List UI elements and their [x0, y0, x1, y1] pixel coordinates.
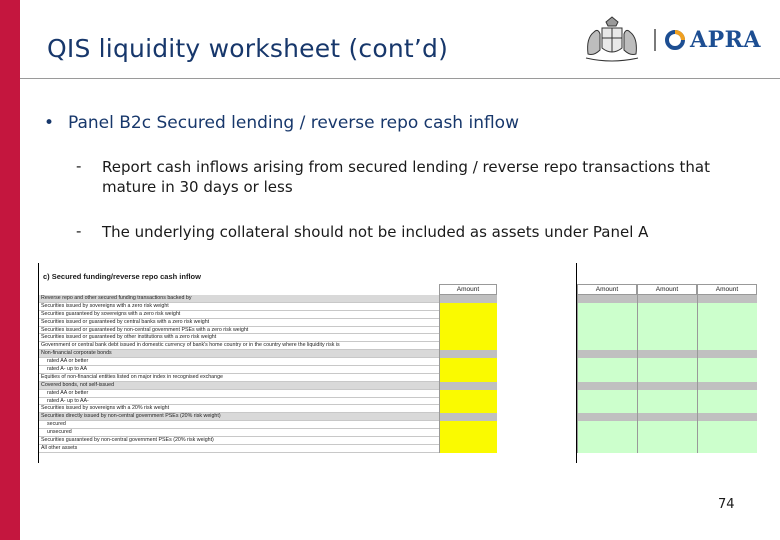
amount-cell[interactable]	[439, 437, 497, 445]
slide-title: QIS liquidity worksheet (cont’d)	[47, 34, 449, 63]
amount-cell[interactable]	[439, 358, 497, 366]
table-row	[39, 334, 497, 342]
page-number: 74	[718, 497, 735, 512]
amount-cell[interactable]	[637, 303, 697, 311]
amount-cell	[577, 382, 637, 390]
table-row	[577, 327, 757, 335]
table-row	[39, 358, 497, 366]
table-row	[39, 405, 497, 413]
table-row	[577, 295, 757, 303]
amount-cell	[577, 350, 637, 358]
table-row	[39, 374, 497, 382]
table-row	[39, 311, 497, 319]
amount-cell[interactable]	[577, 374, 637, 382]
amount-cell[interactable]	[697, 390, 757, 398]
table-row	[39, 421, 497, 429]
table-row	[39, 382, 497, 390]
amount-cell[interactable]	[697, 334, 757, 342]
row-label: Covered bonds, not self-issued	[41, 381, 115, 388]
amount-cell	[637, 413, 697, 421]
amount-cell	[439, 295, 497, 303]
table-row	[577, 366, 757, 374]
amount-cell	[697, 413, 757, 421]
amount-cell	[439, 350, 497, 358]
amount-cell[interactable]	[439, 374, 497, 382]
amount-cell	[577, 295, 637, 303]
accent-bar	[0, 0, 20, 540]
table-row	[39, 350, 497, 358]
row-label: Securities guaranteed by non-central government PSEs (20% risk weight)	[41, 437, 214, 444]
amount-cell[interactable]	[637, 366, 697, 374]
sub-point	[76, 222, 742, 242]
sub-dash: -	[76, 222, 82, 240]
amount-cell[interactable]	[577, 445, 637, 453]
amount-cell[interactable]	[637, 437, 697, 445]
row-label: rated A- up to AA	[47, 366, 88, 373]
amount-cell[interactable]	[439, 311, 497, 319]
amount-cell[interactable]	[637, 421, 697, 429]
bullet-dot: •	[44, 113, 55, 133]
row-label: Securities directly issued by non-central government PSEs (20% risk weight)	[41, 413, 221, 420]
apra-mark-icon	[664, 29, 686, 51]
table-row	[39, 366, 497, 374]
worksheet-excerpt-left	[38, 263, 480, 463]
table-row	[577, 429, 757, 437]
table-row	[577, 413, 757, 421]
amount-cell[interactable]	[697, 429, 757, 437]
row-label: Securities issued or guaranteed by other institutions with a zero risk weight	[41, 334, 217, 341]
row-label: Securities issued by sovereigns with a zero risk weight	[41, 302, 169, 309]
amount-cell[interactable]	[637, 319, 697, 327]
row-label: Securities issued by sovereigns with a 20% risk weight	[41, 405, 170, 412]
row-label: Securities issued or guaranteed by central banks with a zero risk weight	[41, 318, 210, 325]
amount-cell[interactable]	[577, 405, 637, 413]
amount-column-header: Amount	[697, 284, 757, 295]
amount-cell[interactable]	[637, 429, 697, 437]
amount-cell[interactable]	[577, 390, 637, 398]
amount-cell[interactable]	[439, 405, 497, 413]
amount-column-header: Amount	[577, 284, 637, 295]
logo-divider	[654, 29, 656, 51]
worksheet-rows	[39, 295, 497, 453]
row-label: All other assets	[41, 444, 78, 451]
amount-cell[interactable]	[439, 398, 497, 406]
row-label: Securities issued or guaranteed by non-central government PSEs with a zero risk weight	[41, 326, 249, 333]
row-label: secured	[47, 421, 66, 428]
table-row	[39, 429, 497, 437]
amount-cell	[439, 382, 497, 390]
amount-cell[interactable]	[637, 390, 697, 398]
amount-cell[interactable]	[697, 319, 757, 327]
table-row	[577, 382, 757, 390]
amount-cell[interactable]	[697, 398, 757, 406]
row-label: unsecured	[47, 429, 72, 436]
amount-cell	[697, 350, 757, 358]
row-label: rated AA or better	[47, 358, 89, 365]
amount-cell[interactable]	[577, 421, 637, 429]
table-row	[577, 311, 757, 319]
amount-cell[interactable]	[439, 429, 497, 437]
table-row	[577, 398, 757, 406]
amount-cell[interactable]	[637, 342, 697, 350]
amount-cell[interactable]	[637, 398, 697, 406]
amount-cell[interactable]	[697, 327, 757, 335]
amount-cell[interactable]	[577, 437, 637, 445]
row-label: Reverse repo and other secured funding transactions backed by	[41, 295, 192, 301]
amount-cell[interactable]	[577, 429, 637, 437]
amount-cell[interactable]	[697, 311, 757, 319]
amount-cell[interactable]	[577, 311, 637, 319]
amount-cell[interactable]	[439, 342, 497, 350]
amount-cell[interactable]	[439, 445, 497, 453]
sub-dash: -	[76, 157, 82, 175]
amount-cell[interactable]	[637, 334, 697, 342]
amount-cell[interactable]	[637, 311, 697, 319]
apra-logo-text: APRA	[690, 27, 761, 53]
amount-cell[interactable]	[577, 398, 637, 406]
amount-cell[interactable]	[577, 319, 637, 327]
amount-cell[interactable]	[637, 327, 697, 335]
table-row	[577, 358, 757, 366]
main-bullet	[44, 113, 519, 133]
amount-cell	[577, 413, 637, 421]
amount-cell[interactable]	[697, 405, 757, 413]
amount-cell[interactable]	[637, 405, 697, 413]
amount-cell[interactable]	[697, 342, 757, 350]
table-row	[39, 295, 497, 303]
worksheet-rows	[577, 295, 757, 453]
table-row	[577, 374, 757, 382]
table-row	[577, 445, 757, 453]
table-row	[39, 398, 497, 406]
table-row	[39, 319, 497, 327]
worksheet-heading: c) Secured funding/reverse repo cash inflow	[43, 272, 201, 281]
amount-cell[interactable]	[439, 390, 497, 398]
table-row	[39, 413, 497, 421]
apra-logo	[664, 27, 760, 53]
table-row	[577, 405, 757, 413]
amount-cell	[637, 382, 697, 390]
table-row	[39, 342, 497, 350]
table-row	[577, 390, 757, 398]
amount-cell	[637, 295, 697, 303]
title-divider	[20, 78, 780, 79]
table-row	[577, 334, 757, 342]
table-row	[39, 445, 497, 453]
amount-cell[interactable]	[439, 303, 497, 311]
amount-cell[interactable]	[439, 421, 497, 429]
amount-cell[interactable]	[637, 445, 697, 453]
amount-cell[interactable]	[697, 303, 757, 311]
row-label: rated AA or better	[47, 389, 89, 396]
row-label: Equities of non-financial entities listed on major index in recognised exchange	[41, 373, 223, 380]
amount-cell[interactable]	[697, 445, 757, 453]
coat-of-arms-icon	[580, 14, 644, 64]
table-row	[39, 390, 497, 398]
amount-cell[interactable]	[637, 358, 697, 366]
amount-cell[interactable]	[577, 303, 637, 311]
table-row	[577, 303, 757, 311]
amount-cell[interactable]	[577, 358, 637, 366]
worksheet-excerpt-right	[576, 263, 756, 463]
amount-cell[interactable]	[577, 334, 637, 342]
table-row	[577, 342, 757, 350]
amount-cell[interactable]	[439, 334, 497, 342]
amount-cell	[637, 350, 697, 358]
table-row	[39, 327, 497, 335]
amount-cell[interactable]	[697, 437, 757, 445]
amount-cell[interactable]	[577, 342, 637, 350]
table-row	[577, 350, 757, 358]
amount-cell[interactable]	[697, 366, 757, 374]
amount-cell[interactable]	[439, 319, 497, 327]
sub-point-text: The underlying collateral should not be included as assets under Panel A	[102, 223, 649, 241]
table-row	[39, 437, 497, 445]
amount-cell	[697, 295, 757, 303]
amount-cell[interactable]	[697, 421, 757, 429]
amount-cell[interactable]	[577, 327, 637, 335]
amount-cell[interactable]	[697, 374, 757, 382]
bullet-text: Panel B2c Secured lending / reverse repo cash inflow	[68, 113, 519, 133]
amount-column-header: Amount	[439, 284, 497, 295]
amount-cell[interactable]	[637, 374, 697, 382]
row-label: Securities guaranteed by sovereigns with a zero risk weight	[41, 310, 181, 317]
sub-point-text: Report cash inflows arising from secured lending / reverse repo transactions that mature in 30 days or less	[102, 158, 710, 196]
amount-cell[interactable]	[439, 366, 497, 374]
row-label: rated A- up to AA-	[47, 397, 89, 404]
amount-cell	[439, 413, 497, 421]
table-row	[577, 421, 757, 429]
row-label: Non-financial corporate bonds	[41, 350, 112, 357]
table-row	[577, 437, 757, 445]
amount-cell[interactable]	[577, 366, 637, 374]
row-label: Government or central bank debt issued in domestic currency of bank's home country or in the country where the liquidity risk is	[41, 342, 340, 349]
amount-cell	[697, 382, 757, 390]
sub-point	[76, 157, 742, 197]
amount-cell[interactable]	[439, 327, 497, 335]
table-row	[39, 303, 497, 311]
amount-cell[interactable]	[697, 358, 757, 366]
amount-column-header: Amount	[637, 284, 697, 295]
table-row	[577, 319, 757, 327]
